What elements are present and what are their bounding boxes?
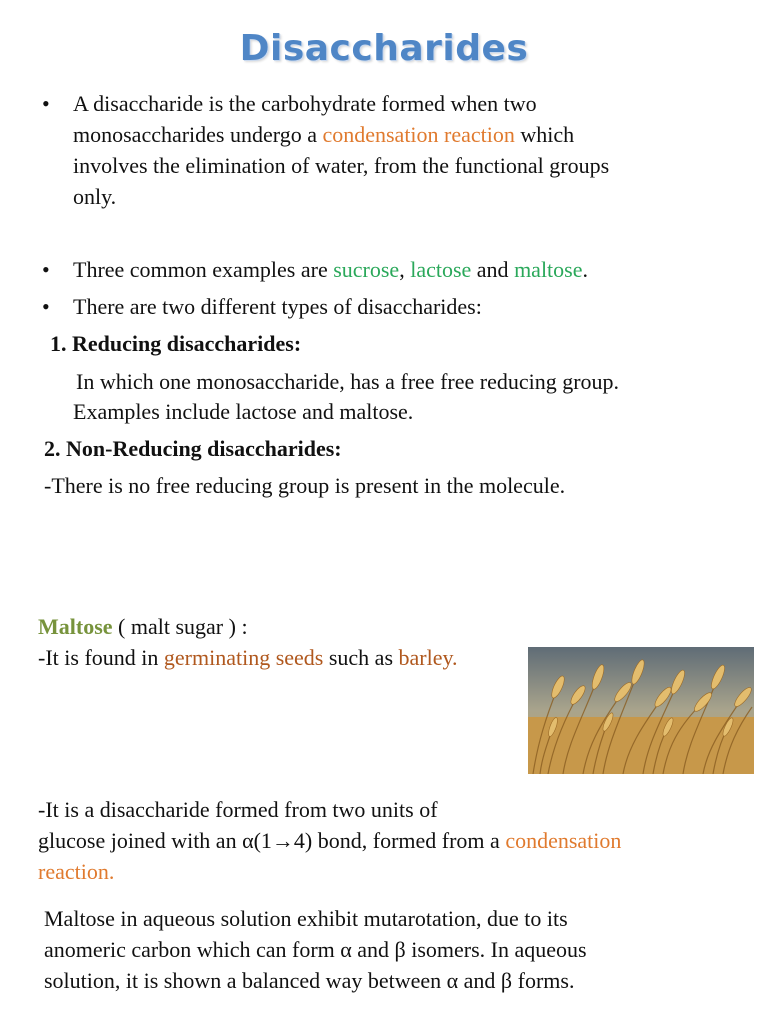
intro-paragraph [73, 88, 609, 212]
mutarotation-line-1: Maltose in aqueous solution exhibit mutarotation, due to its [44, 906, 568, 931]
reducing-line-2: Examples include lactose and maltose. [73, 399, 414, 424]
maltose-found-line [38, 642, 458, 673]
reducing-line-1: In which one monosaccharide, has a free free reducing group. [76, 369, 620, 394]
page-title: Disaccharides [239, 28, 529, 69]
intro-line-3: involves the elimination of water, from the functional groups [73, 153, 610, 178]
examples-comma: , [399, 257, 405, 282]
bullet-icon: • [42, 257, 50, 282]
intro-text: which [514, 122, 575, 147]
maltose-formed-line-3 [38, 856, 114, 887]
barley-field-image [528, 647, 754, 774]
barley-highlight: barley. [398, 645, 458, 670]
barley-icon [528, 647, 754, 774]
maltose-highlight: maltose [514, 257, 583, 282]
bullet-icon: • [42, 294, 50, 319]
examples-and: and [471, 257, 515, 282]
bullet-icon: • [42, 91, 50, 116]
nonreducing-heading-text: 2. Non-Reducing disaccharides: [44, 436, 342, 461]
reducing-heading [50, 328, 301, 359]
nonreducing-line-1: -There is no free reducing group is present in the molecule. [44, 473, 566, 498]
intro-line-1: A disaccharide is the carbohydrate formed when two [73, 91, 537, 116]
maltose-formed-line-1: -It is a disaccharide formed from two units of [38, 797, 438, 822]
condensation-reaction-highlight: condensation reaction [322, 122, 515, 147]
intro-line-2 [73, 119, 609, 150]
intro-line-4: only. [73, 184, 117, 209]
nonreducing-heading [44, 433, 342, 464]
germinating-seeds-highlight: germinating seeds [163, 645, 324, 670]
types-intro: There are two different types of disaccharides: [73, 294, 482, 319]
maltose-found-text: -It is found in [38, 645, 164, 670]
mutarotation-line-3: solution, it is shown a balanced way between α and β forms. [44, 968, 575, 993]
sucrose-highlight: sucrose [333, 257, 400, 282]
condensation-highlight: condensation [505, 828, 622, 853]
reaction-highlight: reaction. [38, 859, 115, 884]
reducing-heading-text: 1. Reducing disaccharides: [50, 331, 302, 356]
examples-text: Three common examples are [73, 257, 334, 282]
lactose-highlight: lactose [410, 257, 472, 282]
maltose-found-text: such as [323, 645, 399, 670]
intro-text: monosaccharides undergo a [73, 122, 323, 147]
maltose-formed-line-2 [38, 825, 621, 856]
maltose-alias: ( malt sugar ) : [112, 614, 248, 639]
examples-period: . [582, 257, 588, 282]
examples-line [73, 254, 588, 285]
maltose-name: Maltose [38, 614, 113, 639]
maltose-heading [38, 611, 248, 642]
mutarotation-line-2: anomeric carbon which can form α and β isomers. In aqueous [44, 937, 587, 962]
maltose-formed-text: glucose joined with an α(1→4) bond, formed from a [38, 828, 506, 853]
